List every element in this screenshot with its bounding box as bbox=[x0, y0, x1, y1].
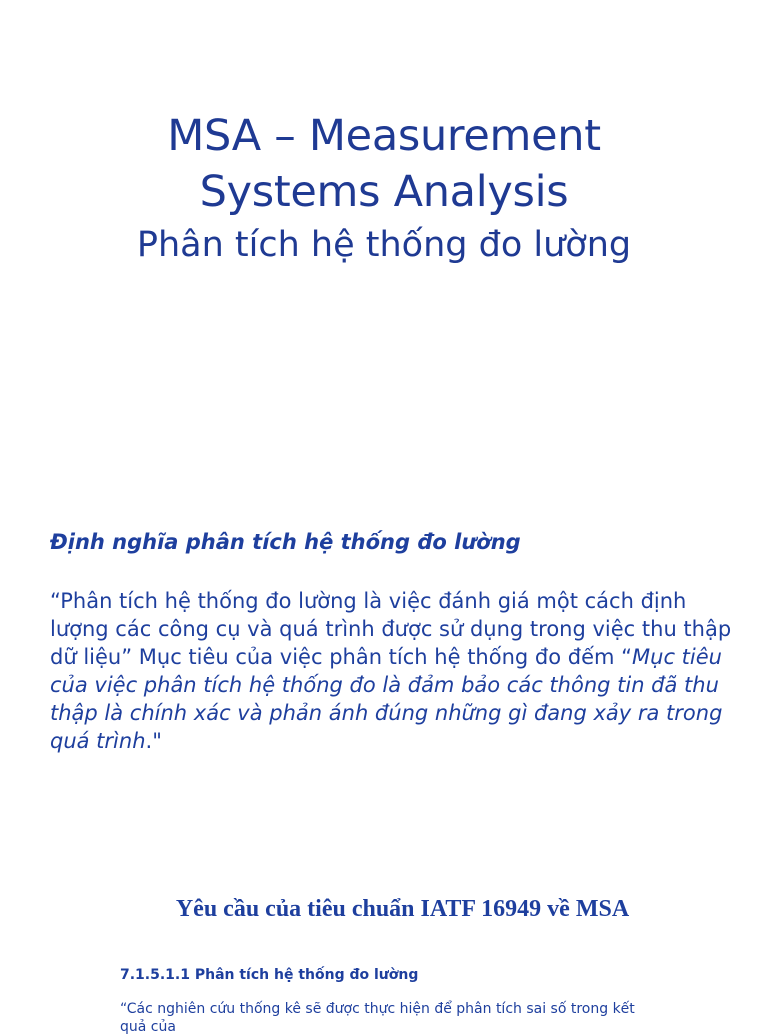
title-block bbox=[0, 108, 768, 268]
definition-paragraph bbox=[50, 587, 750, 755]
title-line-2: Systems Analysis bbox=[199, 167, 569, 217]
subtitle: Phân tích hệ thống đo lường bbox=[136, 225, 632, 265]
title-line-1: MSA – Measurement bbox=[167, 111, 601, 161]
iatf-heading: Yêu cầu của tiêu chuẩn IATF 16949 về MSA bbox=[175, 896, 630, 922]
definition-italic-text: Mục tiêu của việc phân tích hệ thống đo là đảm bảo các thông tin đã thu thập là chính xác và phản ánh đúng những gì đang xảy ra trong quá trình bbox=[50, 645, 723, 753]
definition-heading: Định nghĩa phân tích hệ thống đo lường bbox=[50, 530, 521, 554]
clause-heading: 7.1.5.1.1 Phân tích hệ thống đo lường bbox=[120, 967, 419, 983]
definition-text: “Phân tích hệ thống đo lường là việc đánh giá một cách định lượng các công cụ và quá trình được sử dụng trong việc thu thập dữ liệu” Mục tiêu của việc phân tích hệ thống đo đếm “ bbox=[50, 589, 732, 669]
definition-end-text: ." bbox=[145, 729, 162, 753]
clause-body: “Các nghiên cứu thống kê sẽ được thực hiện để phân tích sai số trong kết quả của bbox=[120, 1001, 635, 1035]
